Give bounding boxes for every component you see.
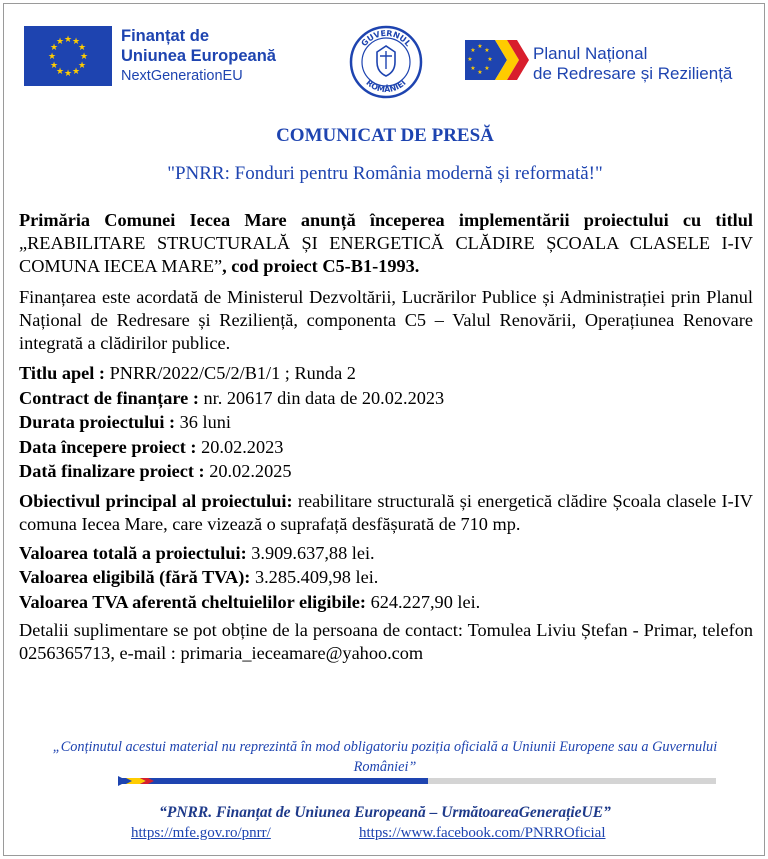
contact-paragraph: Detalii suplimentare se pot obține de la persoana de contact: Tomulea Liviu Ștefan - Primar, telefon 0256365713, e-mail : primaria_ieceamare@yahoo.com bbox=[19, 620, 753, 663]
svg-text:ROMÂNIEI: ROMÂNIEI bbox=[364, 78, 408, 95]
facebook-link[interactable]: https://www.facebook.com/PNRROficial bbox=[359, 825, 606, 841]
objective-label: Obiectivul principal al proiectului: bbox=[19, 490, 293, 511]
value-row-total: Valoarea totală a proiectului: 3.909.637,88 lei. bbox=[19, 542, 375, 563]
svg-text:★: ★ bbox=[477, 43, 483, 50]
pnrr-flags-icon bbox=[465, 38, 531, 82]
mfe-link[interactable]: https://mfe.gov.ro/pnrr/ bbox=[131, 825, 271, 841]
detail-row-contract: Contract de finanțare : nr. 20617 din data de 20.02.2023 bbox=[19, 387, 445, 408]
press-release-frame bbox=[3, 3, 765, 856]
detail-row-call-title: Titlu apel : PNRR/2022/C5/2/B1/1 ; Runda 2 bbox=[19, 363, 356, 383]
svg-text:★: ★ bbox=[470, 65, 476, 72]
project-code: , cod proiect C5-B1-1993. bbox=[222, 256, 420, 276]
detail-row-end-date: Dată finalizare proiect : 20.02.2025 bbox=[19, 461, 292, 481]
objective-text: reabilitare structurală și energetică clădire Școala clasele I-IV comuna Iecea Mare, care vizează o suprafață desfășurată de 710 mp. bbox=[19, 490, 754, 534]
svg-text:★: ★ bbox=[77, 61, 87, 71]
eu-logo-line3: NextGenerationEU bbox=[121, 68, 243, 84]
objective-paragraph bbox=[19, 490, 753, 536]
value-row-vat: Valoarea TVA aferentă cheltuielilor eligibile: 624.227,90 lei. bbox=[19, 591, 481, 612]
svg-text:★: ★ bbox=[484, 47, 490, 54]
page-subtitle: "PNRR: Fonduri pentru România modernă și reformată!" bbox=[167, 163, 603, 184]
pnrr-logo-line1: Planul Național bbox=[533, 44, 648, 63]
svg-text:★: ★ bbox=[63, 69, 73, 79]
eu-logo-line1: Finanțat de bbox=[121, 27, 210, 45]
intro-bold-1: Primăria Comunei Iecea Mare anunță începerea implementării proiectului cu titlul bbox=[19, 210, 753, 230]
government-seal-icon bbox=[348, 24, 424, 100]
intro-paragraph bbox=[19, 209, 753, 278]
flag-divider-bar bbox=[118, 776, 716, 786]
detail-row-start-date: Data începere proiect : 20.02.2023 bbox=[19, 436, 284, 457]
svg-text:★: ★ bbox=[49, 61, 59, 71]
svg-text:GUVERNUL: GUVERNUL bbox=[359, 28, 413, 49]
press-release-body bbox=[19, 209, 753, 665]
eu-funding-logo bbox=[24, 26, 289, 90]
svg-text:★: ★ bbox=[63, 35, 73, 45]
financing-paragraph: Finanțarea este acordată de Ministerul Dezvoltării, Lucrărilor Publice și Administrației prin Planul Național de Redresare și Reziliență, componenta C5 – Valul Renovării, Operațiunea Renovare integrată a clădirilor publice. bbox=[19, 287, 753, 353]
eu-logo-line2: Uniunea Europeană bbox=[121, 47, 276, 65]
svg-text:★: ★ bbox=[49, 43, 59, 53]
eu-flag-icon bbox=[24, 26, 112, 86]
footer-tagline: “PNRR. Finanțat de Uniunea Europeană – UrmătoareaGenerațieUE” bbox=[159, 804, 611, 821]
detail-row-duration: Durata proiectului : 36 luni bbox=[19, 412, 231, 432]
svg-text:★: ★ bbox=[79, 52, 89, 62]
svg-text:★: ★ bbox=[47, 52, 57, 62]
value-row-eligible: Valoarea eligibilă (fără TVA): 3.285.409,98 lei. bbox=[19, 567, 379, 587]
svg-text:★: ★ bbox=[487, 56, 493, 63]
page-title: COMUNICAT DE PRESĂ bbox=[276, 125, 494, 146]
svg-text:★: ★ bbox=[71, 67, 81, 77]
disclaimer-text: „Conținutul acestui material nu reprezintă în mod obligatoriu poziția oficială a Uniunii Europene sau a Guvernului României” bbox=[52, 739, 718, 775]
svg-text:★: ★ bbox=[55, 37, 65, 47]
pnrr-logo-line2: de Redresare și Reziliență bbox=[533, 64, 733, 83]
svg-text:★: ★ bbox=[55, 67, 65, 77]
pnrr-logo bbox=[465, 38, 765, 92]
svg-text:★: ★ bbox=[77, 43, 87, 53]
svg-text:★: ★ bbox=[467, 56, 473, 63]
svg-text:★: ★ bbox=[71, 37, 81, 47]
svg-text:★: ★ bbox=[470, 47, 476, 54]
svg-text:★: ★ bbox=[484, 65, 490, 72]
svg-text:★: ★ bbox=[477, 69, 483, 76]
project-title: „REABILITARE STRUCTURALĂ ȘI ENERGETICĂ CLĂDIRE ȘCOALA CLASELE I-IV COMUNA IECEA MARE” bbox=[19, 233, 753, 276]
